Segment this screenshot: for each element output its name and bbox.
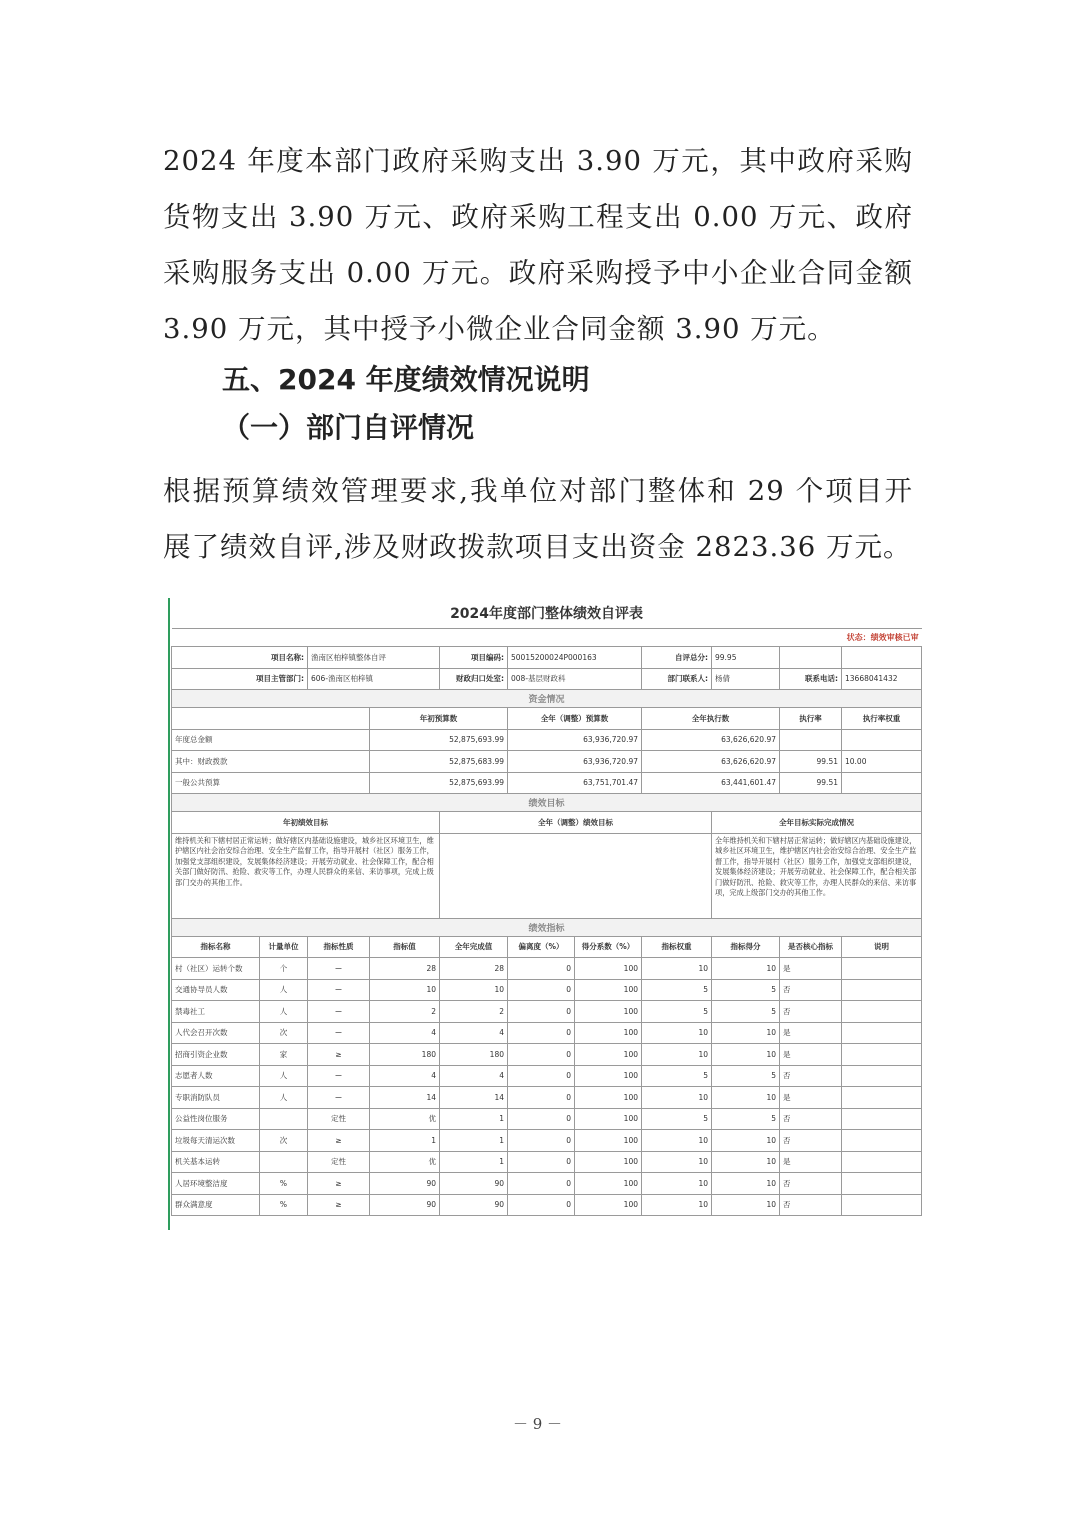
funds-header-adjusted: 全年（调整）预算数 bbox=[508, 708, 642, 730]
indicator-score: 10 bbox=[712, 1194, 780, 1216]
goal-actual-text: 全年维持机关和下辖村居正常运转；做好辖区内基础设施建设，城乡社区环境卫生，维护辖区内社会治安综合治理、安全生产监督工作，指导开展村（社区）服务工作，加强党支部组织建设，发展集体经济建设；开展劳动就业、社会保障工作，配合相关部门做好防汛、抢险、救灾等工作，办理人民群众的来信、来访事项，完成上级部门交办的其他工作。 bbox=[712, 833, 922, 918]
goals-header-actual: 全年目标实际完成情况 bbox=[712, 812, 922, 834]
indicator-unit: 人 bbox=[260, 1001, 308, 1023]
indicator-coefficient: 100 bbox=[575, 958, 642, 980]
indicator-name: 人代会召开次数 bbox=[172, 1022, 260, 1044]
indicator-name: 垃圾每天清运次数 bbox=[172, 1130, 260, 1152]
indicator-name: 招商引资企业数 bbox=[172, 1044, 260, 1066]
indicator-deviation: 0 bbox=[508, 1108, 575, 1130]
indicator-actual: 180 bbox=[440, 1044, 508, 1066]
indicator-coefficient: 100 bbox=[575, 1151, 642, 1173]
indicator-note bbox=[842, 1130, 922, 1152]
funds-cell-adjusted: 63,936,720.97 bbox=[508, 729, 642, 751]
indicator-score: 10 bbox=[712, 1151, 780, 1173]
goals-section-header: 绩效目标 bbox=[172, 794, 922, 812]
indicator-unit: 次 bbox=[260, 1022, 308, 1044]
indicator-actual: 14 bbox=[440, 1087, 508, 1109]
indicator-weight: 10 bbox=[642, 1044, 712, 1066]
indicator-weight: 10 bbox=[642, 1130, 712, 1152]
funds-header-initial: 年初预算数 bbox=[370, 708, 508, 730]
funds-cell-initial: 52,875,693.99 bbox=[370, 729, 508, 751]
contact-label: 部门联系人: bbox=[642, 668, 712, 690]
indicator-row bbox=[172, 1065, 922, 1087]
indicator-row bbox=[172, 979, 922, 1001]
sheet-gridline-accent bbox=[168, 598, 170, 1230]
indicator-weight: 5 bbox=[642, 979, 712, 1001]
indicator-row bbox=[172, 1194, 922, 1216]
funds-row-name: 一般公共预算 bbox=[172, 772, 370, 794]
indicator-coefficient: 100 bbox=[575, 1001, 642, 1023]
indicator-weight: 10 bbox=[642, 958, 712, 980]
indicator-actual: 4 bbox=[440, 1022, 508, 1044]
indicator-row bbox=[172, 1022, 922, 1044]
indicator-unit: % bbox=[260, 1173, 308, 1195]
indicator-header-name: 指标名称 bbox=[172, 936, 260, 958]
indicator-weight: 10 bbox=[642, 1173, 712, 1195]
indicator-deviation: 0 bbox=[508, 1130, 575, 1152]
evaluation-table bbox=[171, 598, 922, 1216]
indicator-target: 4 bbox=[370, 1022, 440, 1044]
indicator-nature: 定性 bbox=[308, 1108, 370, 1130]
funds-cell-weight bbox=[842, 729, 922, 751]
indicator-name: 机关基本运转 bbox=[172, 1151, 260, 1173]
indicator-row bbox=[172, 1044, 922, 1066]
funds-cell-executed: 63,441,601.47 bbox=[642, 772, 780, 794]
indicator-core: 否 bbox=[780, 1108, 842, 1130]
indicator-nature: － bbox=[308, 1001, 370, 1023]
goal-initial-text: 维持机关和下辖村居正常运转；做好辖区内基础设施建设，城乡社区环境卫生，维护辖区内社会治安综合治理、安全生产监督工作，指导开展村（社区）服务工作，加强党支部组织建设，发展集体经济建设；开展劳动就业、社会保障工作，配合相关部门做好防汛、抢险、救灾等工作，办理人民群众的来信、来访事项，完成上级部门交办的其他工作。 bbox=[172, 833, 440, 918]
funds-row-name: 年度总金额 bbox=[172, 729, 370, 751]
indicator-coefficient: 100 bbox=[575, 1130, 642, 1152]
indicator-score: 10 bbox=[712, 1130, 780, 1152]
indicator-unit: 人 bbox=[260, 979, 308, 1001]
project-code-label: 项目编码: bbox=[440, 647, 508, 669]
funds-cell-adjusted: 63,751,701.47 bbox=[508, 772, 642, 794]
indicator-coefficient: 100 bbox=[575, 979, 642, 1001]
indicator-unit: 人 bbox=[260, 1065, 308, 1087]
phone-value: 13668041432 bbox=[842, 668, 922, 690]
indicator-core: 否 bbox=[780, 1194, 842, 1216]
indicator-name: 人居环境整洁度 bbox=[172, 1173, 260, 1195]
funds-cell-executed: 63,626,620.97 bbox=[642, 751, 780, 773]
indicator-note bbox=[842, 979, 922, 1001]
funds-header-rate: 执行率 bbox=[780, 708, 842, 730]
indicator-coefficient: 100 bbox=[575, 1065, 642, 1087]
funds-cell-weight: 10.00 bbox=[842, 751, 922, 773]
score-value: 99.95 bbox=[712, 647, 780, 669]
indicator-actual: 1 bbox=[440, 1108, 508, 1130]
indicator-score: 10 bbox=[712, 958, 780, 980]
indicator-weight: 10 bbox=[642, 1022, 712, 1044]
funds-header-executed: 全年执行数 bbox=[642, 708, 780, 730]
performance-evaluation-sheet bbox=[163, 598, 921, 1230]
indicator-unit: 次 bbox=[260, 1130, 308, 1152]
indicator-score: 10 bbox=[712, 1087, 780, 1109]
indicator-nature: ≥ bbox=[308, 1194, 370, 1216]
funds-cell-rate: 99.51 bbox=[780, 772, 842, 794]
funds-cell-rate: 99.51 bbox=[780, 751, 842, 773]
indicator-row bbox=[172, 1001, 922, 1023]
indicator-core: 是 bbox=[780, 1087, 842, 1109]
funds-header-weight: 执行率权重 bbox=[842, 708, 922, 730]
indicator-row bbox=[172, 958, 922, 980]
indicator-header-target: 指标值 bbox=[370, 936, 440, 958]
indicator-target: 1 bbox=[370, 1130, 440, 1152]
procurement-paragraph: 2024 年度本部门政府采购支出 3.90 万元，其中政府采购货物支出 3.90 万元、政府采购工程支出 0.00 万元、政府采购服务支出 0.00 万元。政府采购授予中小企业合同金额 3.90 万元，其中授予小微企业合同金额 3.90 万元。 bbox=[163, 145, 913, 345]
goals-header-adjusted: 全年（调整）绩效目标 bbox=[440, 812, 712, 834]
indicator-header-nature: 指标性质 bbox=[308, 936, 370, 958]
indicator-header-score: 指标得分 bbox=[712, 936, 780, 958]
project-code-value: 50015200024P000163 bbox=[508, 647, 642, 669]
indicator-core: 否 bbox=[780, 1001, 842, 1023]
indicator-note bbox=[842, 1087, 922, 1109]
indicator-weight: 10 bbox=[642, 1151, 712, 1173]
indicator-row bbox=[172, 1087, 922, 1109]
indicator-nature: ≥ bbox=[308, 1044, 370, 1066]
indicator-row bbox=[172, 1130, 922, 1152]
indicator-rows bbox=[172, 958, 922, 1216]
indicator-core: 否 bbox=[780, 1173, 842, 1195]
finance-label: 财政归口处室: bbox=[440, 668, 508, 690]
indicator-header-weight: 指标权重 bbox=[642, 936, 712, 958]
indicator-nature: ≥ bbox=[308, 1173, 370, 1195]
project-name-value: 渔南区柏梓镇整体自评 bbox=[308, 647, 440, 669]
indicator-name: 交通协导员人数 bbox=[172, 979, 260, 1001]
indicator-core: 是 bbox=[780, 1151, 842, 1173]
status-badge: 状态：绩效审核已审 bbox=[846, 633, 919, 642]
indicator-weight: 10 bbox=[642, 1194, 712, 1216]
indicator-header-coefficient: 得分系数（%） bbox=[575, 936, 642, 958]
indicator-actual: 10 bbox=[440, 979, 508, 1001]
indicator-score: 5 bbox=[712, 1065, 780, 1087]
indicator-score: 10 bbox=[712, 1022, 780, 1044]
sheet-title: 2024年度部门整体绩效自评表 bbox=[172, 598, 922, 629]
indicator-name: 志愿者人数 bbox=[172, 1065, 260, 1087]
indicator-nature: ≥ bbox=[308, 1130, 370, 1152]
indicator-deviation: 0 bbox=[508, 1194, 575, 1216]
dept-label: 项目主管部门: bbox=[172, 668, 308, 690]
indicator-actual: 2 bbox=[440, 1001, 508, 1023]
indicator-row bbox=[172, 1151, 922, 1173]
indicator-note bbox=[842, 1173, 922, 1195]
indicator-deviation: 0 bbox=[508, 958, 575, 980]
indicator-nature: － bbox=[308, 958, 370, 980]
indicator-target: 4 bbox=[370, 1065, 440, 1087]
indicator-header-note: 说明 bbox=[842, 936, 922, 958]
funds-row-name: 其中：财政拨款 bbox=[172, 751, 370, 773]
indicator-unit: 人 bbox=[260, 1087, 308, 1109]
funds-cell-weight bbox=[842, 772, 922, 794]
indicator-note bbox=[842, 1108, 922, 1130]
goal-adjusted-text bbox=[440, 833, 712, 918]
indicator-note bbox=[842, 1044, 922, 1066]
section-heading-performance: 五、2024 年度绩效情况说明 bbox=[222, 363, 590, 396]
indicator-deviation: 0 bbox=[508, 979, 575, 1001]
indicator-target: 180 bbox=[370, 1044, 440, 1066]
indicator-nature: － bbox=[308, 979, 370, 1001]
indicator-name: 禁毒社工 bbox=[172, 1001, 260, 1023]
indicator-target: 28 bbox=[370, 958, 440, 980]
indicator-deviation: 0 bbox=[508, 1151, 575, 1173]
indicator-deviation: 0 bbox=[508, 1044, 575, 1066]
indicator-row bbox=[172, 1108, 922, 1130]
indicator-actual: 90 bbox=[440, 1173, 508, 1195]
project-name-label: 项目名称: bbox=[172, 647, 308, 669]
indicator-target: 2 bbox=[370, 1001, 440, 1023]
indicator-deviation: 0 bbox=[508, 1173, 575, 1195]
self-evaluation-paragraph: 根据预算绩效管理要求,我单位对部门整体和 29 个项目开展了绩效自评,涉及财政拨款项目支出资金 2823.36 万元。 bbox=[163, 475, 913, 563]
indicator-nature: － bbox=[308, 1022, 370, 1044]
indicator-header-core: 是否核心指标 bbox=[780, 936, 842, 958]
indicator-actual: 28 bbox=[440, 958, 508, 980]
indicator-score: 5 bbox=[712, 979, 780, 1001]
indicator-note bbox=[842, 1065, 922, 1087]
indicator-name: 专职消防队员 bbox=[172, 1087, 260, 1109]
subsection-heading-self-evaluation: （一）部门自评情况 bbox=[222, 411, 475, 444]
indicator-actual: 1 bbox=[440, 1151, 508, 1173]
indicator-deviation: 0 bbox=[508, 1022, 575, 1044]
indicator-name: 公益性岗位服务 bbox=[172, 1108, 260, 1130]
funds-cell-adjusted: 63,936,720.97 bbox=[508, 751, 642, 773]
indicator-coefficient: 100 bbox=[575, 1022, 642, 1044]
dept-value: 606-渔南区柏梓镇 bbox=[308, 668, 440, 690]
indicator-note bbox=[842, 1151, 922, 1173]
indicator-coefficient: 100 bbox=[575, 1044, 642, 1066]
indicator-core: 是 bbox=[780, 1044, 842, 1066]
indicator-core: 是 bbox=[780, 958, 842, 980]
phone-label: 联系电话: bbox=[780, 668, 842, 690]
indicator-score: 5 bbox=[712, 1108, 780, 1130]
indicator-target: 90 bbox=[370, 1194, 440, 1216]
indicator-weight: 10 bbox=[642, 1087, 712, 1109]
score-label: 自评总分: bbox=[642, 647, 712, 669]
indicator-name: 村（社区）运转个数 bbox=[172, 958, 260, 980]
indicator-deviation: 0 bbox=[508, 1065, 575, 1087]
indicator-core: 否 bbox=[780, 1065, 842, 1087]
indicator-unit: 个 bbox=[260, 958, 308, 980]
indicator-score: 10 bbox=[712, 1173, 780, 1195]
indicator-score: 10 bbox=[712, 1044, 780, 1066]
indicator-note bbox=[842, 958, 922, 980]
indicator-coefficient: 100 bbox=[575, 1108, 642, 1130]
indicator-note bbox=[842, 1022, 922, 1044]
indicator-row bbox=[172, 1173, 922, 1195]
indicator-nature: － bbox=[308, 1087, 370, 1109]
indicator-nature: 定性 bbox=[308, 1151, 370, 1173]
indicator-core: 否 bbox=[780, 979, 842, 1001]
indicator-weight: 5 bbox=[642, 1065, 712, 1087]
indicator-header-deviation: 偏离度（%） bbox=[508, 936, 575, 958]
indicator-header-unit: 计量单位 bbox=[260, 936, 308, 958]
indicator-coefficient: 100 bbox=[575, 1087, 642, 1109]
indicators-section-header: 绩效指标 bbox=[172, 918, 922, 936]
funds-cell-rate bbox=[780, 729, 842, 751]
indicator-core: 是 bbox=[780, 1022, 842, 1044]
indicator-unit bbox=[260, 1108, 308, 1130]
funds-cell-initial: 52,875,683.99 bbox=[370, 751, 508, 773]
indicator-score: 5 bbox=[712, 1001, 780, 1023]
finance-value: 008-基层财政科 bbox=[508, 668, 642, 690]
indicator-unit: % bbox=[260, 1194, 308, 1216]
indicator-nature: － bbox=[308, 1065, 370, 1087]
indicator-weight: 5 bbox=[642, 1108, 712, 1130]
indicator-target: 优 bbox=[370, 1108, 440, 1130]
indicator-note bbox=[842, 1001, 922, 1023]
indicator-unit: 家 bbox=[260, 1044, 308, 1066]
indicator-deviation: 0 bbox=[508, 1001, 575, 1023]
indicator-core: 否 bbox=[780, 1130, 842, 1152]
indicator-target: 优 bbox=[370, 1151, 440, 1173]
indicator-note bbox=[842, 1194, 922, 1216]
indicator-actual: 1 bbox=[440, 1130, 508, 1152]
indicator-target: 14 bbox=[370, 1087, 440, 1109]
indicator-unit bbox=[260, 1151, 308, 1173]
indicator-target: 90 bbox=[370, 1173, 440, 1195]
indicator-name: 群众满意度 bbox=[172, 1194, 260, 1216]
indicator-target: 10 bbox=[370, 979, 440, 1001]
indicator-header-actual: 全年完成值 bbox=[440, 936, 508, 958]
indicator-actual: 4 bbox=[440, 1065, 508, 1087]
funds-cell-executed: 63,626,620.97 bbox=[642, 729, 780, 751]
goals-header-initial: 年初绩效目标 bbox=[172, 812, 440, 834]
indicator-actual: 90 bbox=[440, 1194, 508, 1216]
contact-value: 杨倩 bbox=[712, 668, 780, 690]
indicator-deviation: 0 bbox=[508, 1087, 575, 1109]
funds-cell-initial: 52,875,693.99 bbox=[370, 772, 508, 794]
indicator-coefficient: 100 bbox=[575, 1194, 642, 1216]
indicator-coefficient: 100 bbox=[575, 1173, 642, 1195]
indicator-weight: 5 bbox=[642, 1001, 712, 1023]
page-number: － 9 － bbox=[512, 1415, 563, 1433]
funds-section-header: 资金情况 bbox=[172, 690, 922, 708]
